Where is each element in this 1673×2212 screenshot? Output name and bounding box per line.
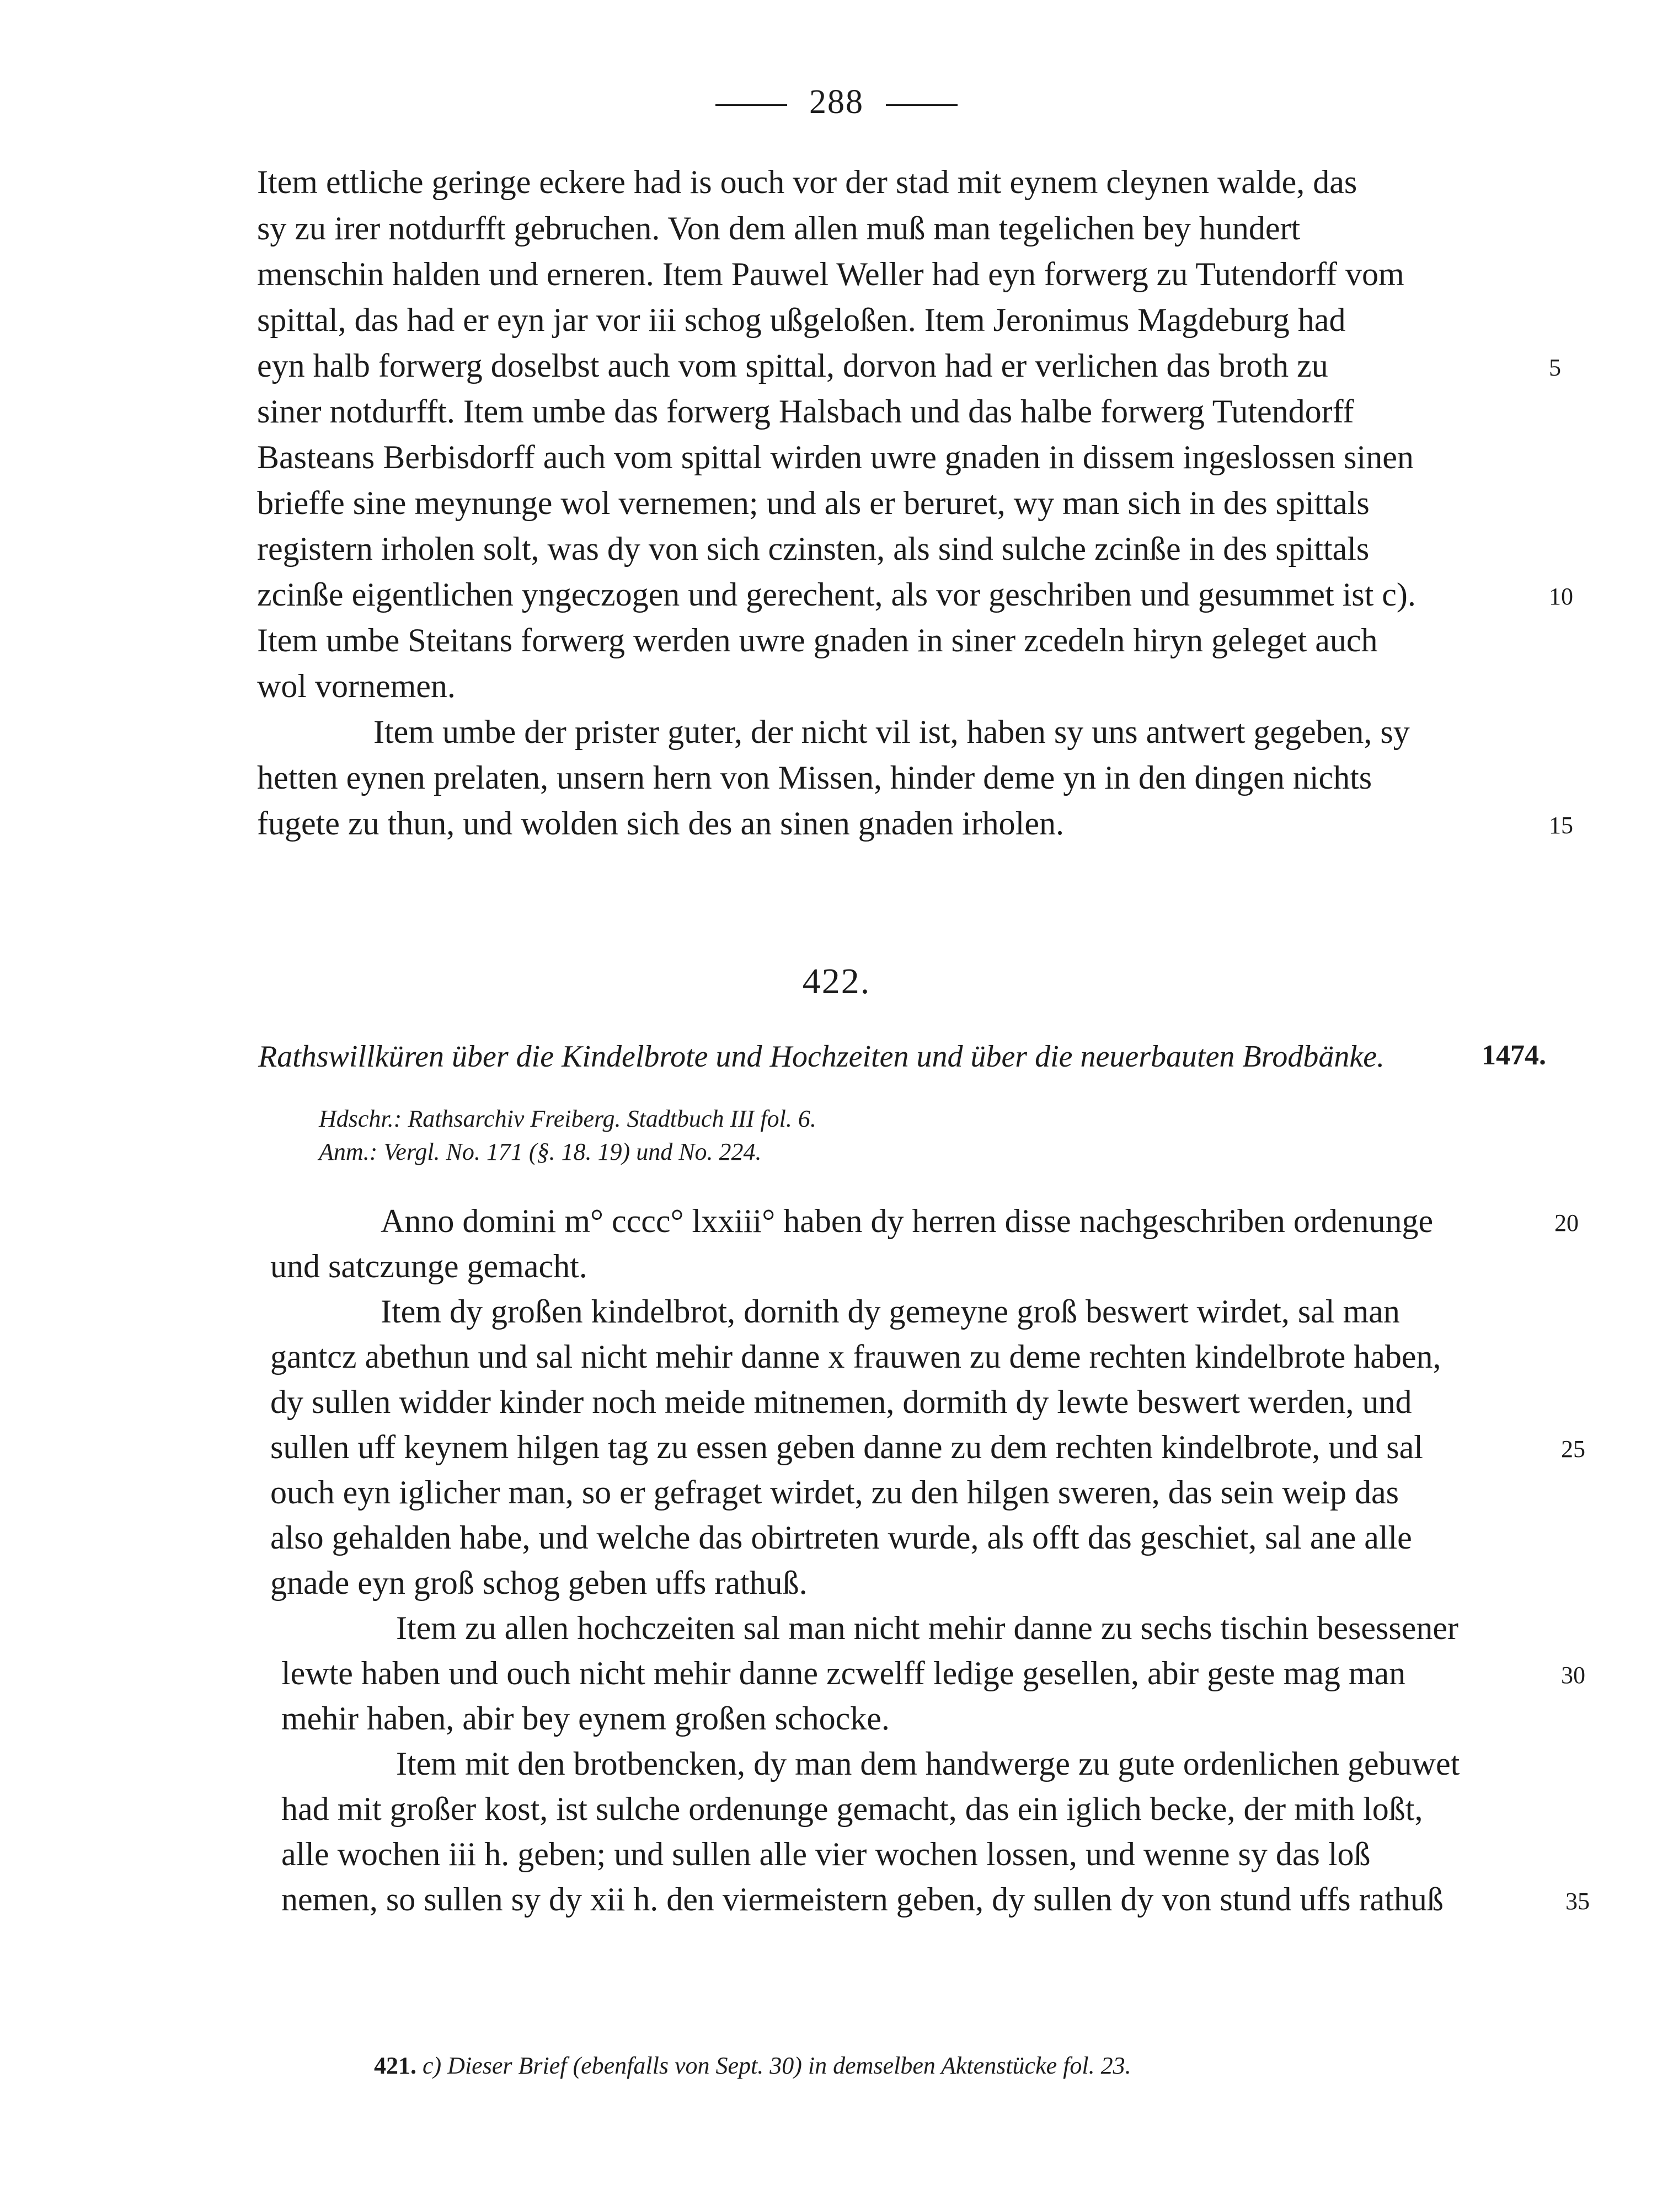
text-line: also gehalden habe, und welche das obirtreten wurde, als offt das geschiet, sal ane alle: [270, 1519, 1412, 1556]
text-line: menschin halden und erneren. Item Pauwel Weller had eyn forwerg zu Tutendorff vom: [257, 256, 1404, 292]
text-line: mehir haben, abir bey eynem großen schocke.: [281, 1700, 890, 1737]
text-line: registern irholen solt, was dy von sich czinsten, als sind sulche zcinße in des spittals: [257, 531, 1370, 567]
text-line: Item umbe Steitans forwerg werden uwre gnaden in siner zcedeln hiryn geleget auch: [257, 622, 1378, 658]
page-number-rule-right: [886, 104, 958, 106]
text-line: sy zu irer notdurfft gebruchen. Von dem allen muß man tegelichen bey hundert: [257, 210, 1301, 247]
text-line: Basteans Berbisdorff auch vom spittal wirden uwre gnaden in dissem ingeslossen sinen: [257, 439, 1414, 475]
line-number: 25: [1561, 1436, 1585, 1463]
line-number: 15: [1549, 812, 1573, 839]
text-line: nemen, so sullen sy dy xii h. den viermeistern geben, dy sullen dy von stund uffs rathuß: [281, 1881, 1444, 1918]
text-line: eyn halb forwerg doselbst auch vom spittal, dorvon had er verlichen das broth zu: [257, 347, 1328, 384]
text-line: und satczunge gemacht.: [270, 1248, 587, 1284]
line-number: 30: [1561, 1662, 1585, 1689]
text-line: sullen uff keynem hilgen tag zu essen geben danne zu dem rechten kindelbrote, und sal: [270, 1429, 1423, 1465]
text-line: wol vornemen.: [257, 668, 456, 704]
text-line: brieffe sine meynunge wol vernemen; und als er beruret, wy man sich in des spittals: [257, 485, 1370, 521]
footnote: [374, 2052, 1131, 2080]
footnote-ref: 421.: [374, 2052, 416, 2079]
page-number-value: 288: [809, 83, 864, 121]
page-number: [0, 83, 1673, 122]
text-line: Item umbe der prister guter, der nicht vil ist, haben sy uns antwert gegeben, sy: [373, 714, 1410, 750]
text-line: gnade eyn groß schog geben uffs rathuß.: [270, 1565, 808, 1601]
text-line: Item zu allen hochczeiten sal man nicht mehir danne zu sechs tischin besessener: [396, 1610, 1458, 1646]
text-line: gantcz abethun und sal nicht mehir danne x frauwen zu deme rechten kindelbrote haben,: [270, 1338, 1441, 1375]
line-number: 20: [1554, 1209, 1579, 1236]
text-line: zcinße eigentlichen yngeczogen und gerechent, als vor geschriben und gesummet ist c).: [257, 576, 1416, 613]
source-note: Hdschr.: Rathsarchiv Freiberg. Stadtbuch III fol. 6.: [319, 1105, 816, 1132]
text-line: dy sullen widder kinder noch meide mitnemen, dormith dy lewte beswert werden, und: [270, 1384, 1412, 1420]
text-line: Anno domini m° cccc° lxxiii° haben dy herren disse nachgeschriben ordenunge: [381, 1203, 1434, 1239]
text-line: Item dy großen kindelbrot, dornith dy gemeyne groß beswert wirdet, sal man: [381, 1293, 1400, 1330]
document-year: 1474.: [1482, 1040, 1546, 1071]
line-number: 10: [1549, 583, 1573, 610]
text-line: had mit großer kost, ist sulche ordenunge gemacht, das ein iglich becke, der mith loßt,: [281, 1791, 1423, 1827]
line-number: 5: [1549, 354, 1561, 381]
text-line: spittal, das had er eyn jar vor iii schog ußgeloßen. Item Jeronimus Magdeburg had: [257, 302, 1346, 338]
text-line: siner notdurfft. Item umbe das forwerg Halsbach und das halbe forwerg Tutendorff: [257, 393, 1354, 430]
page-number-rule-left: [715, 104, 787, 106]
footnote-text: c) Dieser Brief (ebenfalls von Sept. 30) in demselben Aktenstücke fol. 23.: [423, 2052, 1131, 2079]
text-line: Item ettliche geringe eckere had is ouch vor der stad mit eynem cleynen walde, das: [257, 164, 1357, 200]
text-line: hetten eynen prelaten, unsern hern von Missen, hinder deme yn in den dingen nichts: [257, 759, 1372, 796]
text-line: Item mit den brotbencken, dy man dem handwerge zu gute ordenlichen gebuwet: [396, 1745, 1460, 1782]
source-note: Anm.: Vergl. No. 171 (§. 18. 19) und No. 224.: [319, 1138, 762, 1165]
line-number: 35: [1565, 1888, 1590, 1915]
text-line: lewte haben und ouch nicht mehir danne zcwelff ledige gesellen, abir geste mag man: [281, 1655, 1406, 1691]
text-line: alle wochen iii h. geben; und sullen alle vier wochen lossen, und wenne sy das loß: [281, 1836, 1371, 1872]
document-number: 422.: [802, 961, 871, 1001]
document-title: Rathswillküren über die Kindelbrote und Hochzeiten und über die neuerbauten Brodbänke.: [258, 1040, 1385, 1074]
text-line: fugete zu thun, und wolden sich des an sinen gnaden irholen.: [257, 805, 1064, 842]
text-line: ouch eyn iglicher man, so er gefraget wirdet, zu den hilgen sweren, das sein weip das: [270, 1474, 1399, 1511]
